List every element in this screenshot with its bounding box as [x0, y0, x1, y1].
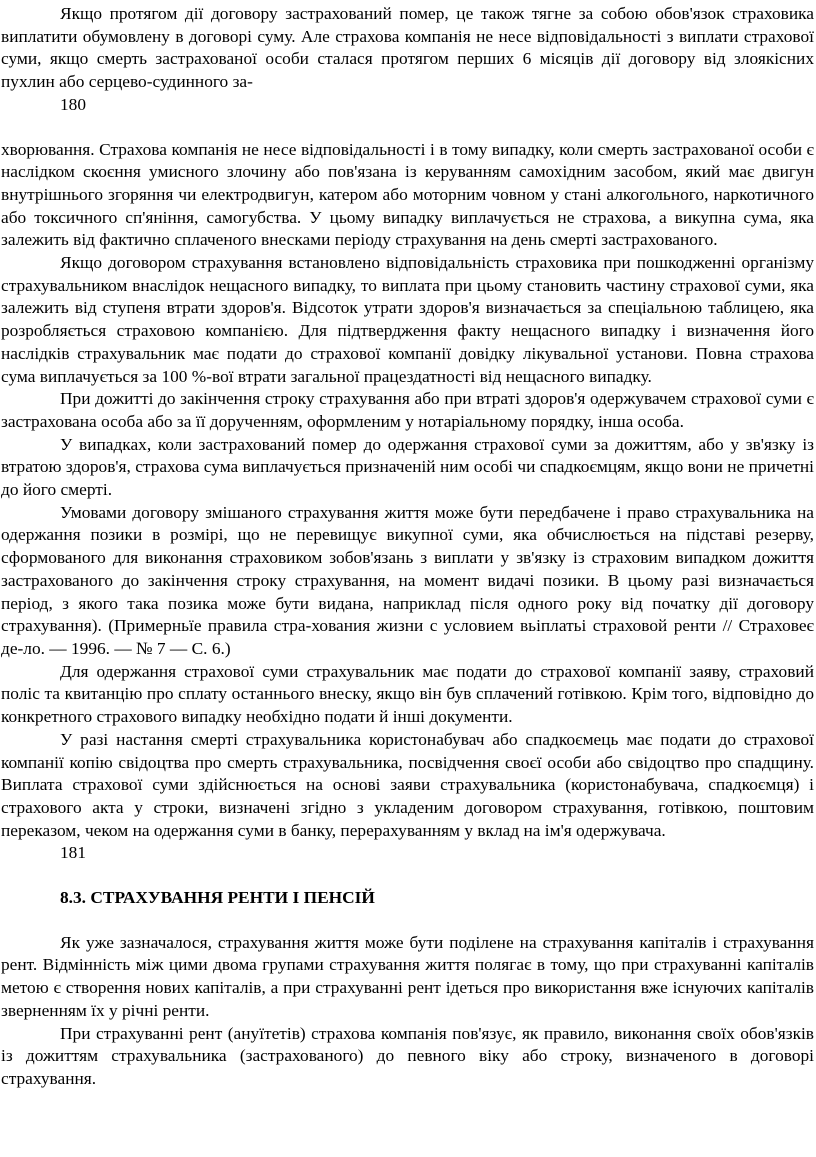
paragraph: хворювання. Страхова компанія не несе відповідальності і в тому випадку, коли смерть застрахованої особи є наслідком скоєння умисного злочину або пов'язана із керуванням самохідним засобом, який має двигун внутрішнього згоряння чи електродвигун, катером або моторним човном у стані алкогольного, наркотичного або токсичного сп'яніння, самогубства. У цьому випадку виплачується не страхова, а викупна сума, яка залежить від фактично сплаченого внесками періоду страхування на день смерті застрахованого.	[1, 139, 814, 250]
paragraph: Як уже зазначалося, страхування життя може бути поділене на страхування капіталів і страхування рент. Відмінність між цими двома групами страхування життя полягає в тому, що при страхуванні капіталів метою є створення нових капіталів, а при страхуванні рент ідеться про використання вже існуючих капіталів зверненням їх у річні ренти.	[1, 932, 814, 1020]
paragraph: У разі настання смерті страхувальника користонабувач або спадкоємець має подати до страхової компанії копію свідоцтва про смерть страхувальника, посвідчення своєї особи або свідоцтво про спадщину. Виплата страхової суми здійснюється на основі заяви страхувальника (користонабувача, спадкоємця) і страхового акта у строки, визначені згідно з укладеним договором страхування, готівкою, поштовим переказом, чеком на одержання суми в банку, перерахуванням у вклад на ім'я одержувача.	[1, 729, 814, 840]
paragraph: Якщо протягом дії договору застрахований помер, це також тягне за собою обов'язок страховика виплатити обумовлену в договорі суму. Але страхова компанія не несе відповідальності з виплати страхової суми, якщо смерть застрахованої особи сталася протягом перших 6 місяців дії договору від злоякісних пухлин або серцево-судинного за-	[1, 4, 814, 92]
paragraph: При страхуванні рент (ануїтетів) страхова компанія пов'язує, як правило, виконання своїх обов'язків із дожиттям страхувальника (застрахованого) до певного віку або строку, визначеного в договорі страхування.	[1, 1023, 814, 1088]
paragraph: Якщо договором страхування встановлено відповідальність страховика при пошкодженні організму страхувальником внаслідок нещасного випадку, то виплата при цьому становить частину страхової суми, яка залежить від ступеня втрати здоров'я. Відсоток утрати здоров'я визначається за спеціальною таблицею, яка розробляється страховою компанією. Для підтвердження факту нещасного випадку і визначення його наслідків страхувальник має подати до страхової компанії довідку лікувальної установи. Повна страхова сума виплачується за 100 %-вої втрати загальної працездатності від нещасного випадку.	[1, 253, 814, 386]
page-break-gap	[1, 865, 814, 887]
heading-gap	[1, 910, 814, 932]
page-break-gap	[1, 117, 814, 139]
page-number: 181	[60, 843, 87, 863]
paragraph: При дожитті до закінчення строку страхування або при втраті здоров'я одержувачем страхової суми є застрахована особа або за її дорученням, оформленим у нотаріальному порядку, інша особа.	[1, 389, 814, 431]
paragraph: Умовами договору змішаного страхування життя може бути передбачене і право страхувальника на одержання позики в розмірі, що не перевищує викупної суми, яка обчислюється на підставі резерву, сформованого для виконання страховиком зобов'язань з виплати у зв'язку із страховим випадком дожиття застрахованого до закінчення строку страхування, на момент видачі позики. В цьому разі визначається період, з якого така позика може бути видана, наприклад після одного року від початку дії договору страхування). (Примерньїе правила стра-хования жизни с условием вьіплатьі страховой ренти // Страховеє де-ло. — 1996. — № 7 — С. 6.)	[1, 502, 814, 658]
section-heading: 8.3. СТРАХУВАННЯ РЕНТИ І ПЕНСІЙ	[60, 888, 375, 908]
page-number: 180	[60, 94, 87, 114]
paragraph: У випадках, коли застрахований помер до одержання страхової суми за дожиттям, або у зв'язку із втратою здоров'я, страхова сума виплачується призначеній ним особі чи спадкоємцям, якщо вони не причетні до його смерті.	[1, 434, 814, 500]
paragraph: Для одержання страхової суми страхувальник має подати до страхової компанії заяву, страховий поліс та квитанцію про сплату останнього внеску, якщо він був сплачений готівкою. Крім того, відповідно до конкретного страхового випадку необхідно подати й інші документи.	[1, 661, 814, 727]
